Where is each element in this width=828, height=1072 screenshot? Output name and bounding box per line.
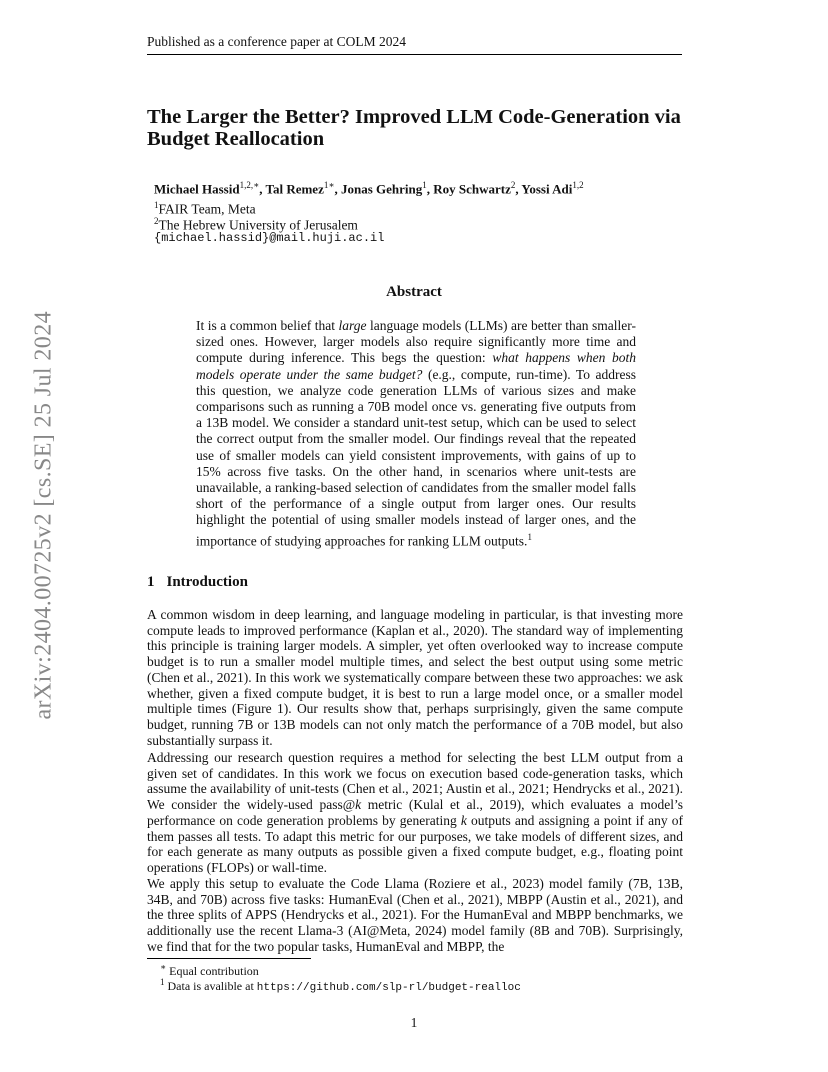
running-header: Published as a conference paper at COLM 2024 (147, 34, 682, 55)
footnote: ∗ Equal contribution (160, 962, 259, 978)
author-email: {michael.hassid}@mail.huji.ac.il (154, 231, 385, 245)
author-name: Roy Schwartz (433, 181, 511, 197)
footnote: $^1$ Data is avalible at https://github.com/slp-rl/budget-realloc (160, 977, 521, 994)
affiliation: $^1$FAIR Team, Meta (154, 200, 256, 217)
author-name: Tal Remez (265, 181, 324, 197)
arxiv-stamp: arXiv:2404.00725v2 [cs.SE] 25 Jul 2024 (30, 310, 57, 720)
affiliation: $^2$The Hebrew University of Jerusalem (154, 216, 358, 233)
author-sup: 1,2 (572, 180, 584, 190)
abstract-heading: Abstract (386, 284, 442, 300)
page-number: 1 (410, 1015, 418, 1030)
abstract-body: It is a common belief that large language models (LLMs) are better than smaller-sized ones. However, larger models also require significantly more time and compute during inference. This begs the question: what happens when both models operate under the same budget? (e.g., compute, run-time). To address this question, we analyze code generation LLMs of various sizes and make comparisons such as running a 70B model once vs. generating five outputs from a 13B model. We consider a standard unit-test setup, which can be used to select the correct output from the smaller model. Our findings reveal that the repeated use of smaller models can yield consistent improvements, with gains of up to 15% across five tasks. On the other hand, in scenarios where unit-tests are unavailable, a ranking-based selection of candidates from the smaller model falls short of the performance of a single output from larger ones. Our results highlight the potential of using smaller models instead of larger ones, and the importance of studying approaches for ranking LLM outputs.$^1$ (196, 318, 637, 549)
footnote-rule (147, 958, 311, 959)
author-name: Yossi Adi (521, 181, 573, 197)
paragraph: We apply this setup to evaluate the Code Llama (Roziere et al., 2023) model family (7B, 13B, 34B, and 70B) across five tasks: HumanEval (Chen et al., 2021), MBPP (Austin et al., 2021), and the three splits of APPS (Hendrycks et al., 2021). For the HumanEval and MBPP benchmarks, we additionally use the recent Llama-3 (AI@Meta, 2024) model family (8B and 70B). Surprisingly, we find that for the two popular tasks, HumanEval and MBPP, the (147, 876, 683, 954)
footnote-link[interactable]: https://github.com/slp-rl/budget-realloc (256, 982, 521, 994)
author-sup: 1 (422, 180, 427, 190)
author-list: Michael Hassid$^{1,2,∗}$, Tal Remez$^{1∗}$, Jonas Gehring$^1$, Roy Schwartz$^2$, Yossi Adi$^{1,2}$ (154, 180, 584, 197)
section-heading: 1 Introduction (147, 574, 248, 590)
author-name: Jonas Gehring (340, 181, 423, 197)
author-name: Michael Hassid (154, 181, 240, 197)
paragraph: Addressing our research question requires a method for selecting the best LLM output from a given set of candidates. In this work we focus on execution based code-generation tasks, which assume the availability of unit-tests (Chen et al., 2021; Austin et al., 2021; Hendrycks et al., 2021). We consider the widely-used pass@k metric (Kulal et al., 2019), which evaluates a model’s performance on code generation problems by generating k outputs and assigning a point if any of them passes all tests. To adapt this metric for our purposes, we take models of different sizes, and for each generate as many outputs as possible given a fixed compute budget, e.g., floating point operations (FLOPs) or wall-time. (147, 750, 684, 875)
author-sup: 1∗ (323, 180, 335, 190)
author-sup: 2 (510, 180, 516, 190)
paragraph: A common wisdom in deep learning, and language modeling in particular, is that investing more compute leads to improved performance (Kaplan et al., 2020). The standard way of implementing this principle is training larger models. A simpler, yet often overlooked way to increase compute budget is to run a smaller model multiple times, and select the best output using some metric (Chen et al., 2021). In this work we systematically compare between these two approaches: we ask whether, given a fixed compute budget, it is best to run a large model once, or a smaller model multiple times (Figure 1). Our results show that, perhaps surprisingly, given the same compute budget, running 7B or 13B models can not only match the performance of a 70B model, but also substantially surpass it. (147, 607, 683, 748)
footnote-mark: 1 (527, 531, 532, 542)
paper-title: The Larger the Better? Improved LLM Code-Generation via Budget Reallocation (147, 106, 681, 150)
author-sup: 1,2,∗ (239, 180, 260, 190)
